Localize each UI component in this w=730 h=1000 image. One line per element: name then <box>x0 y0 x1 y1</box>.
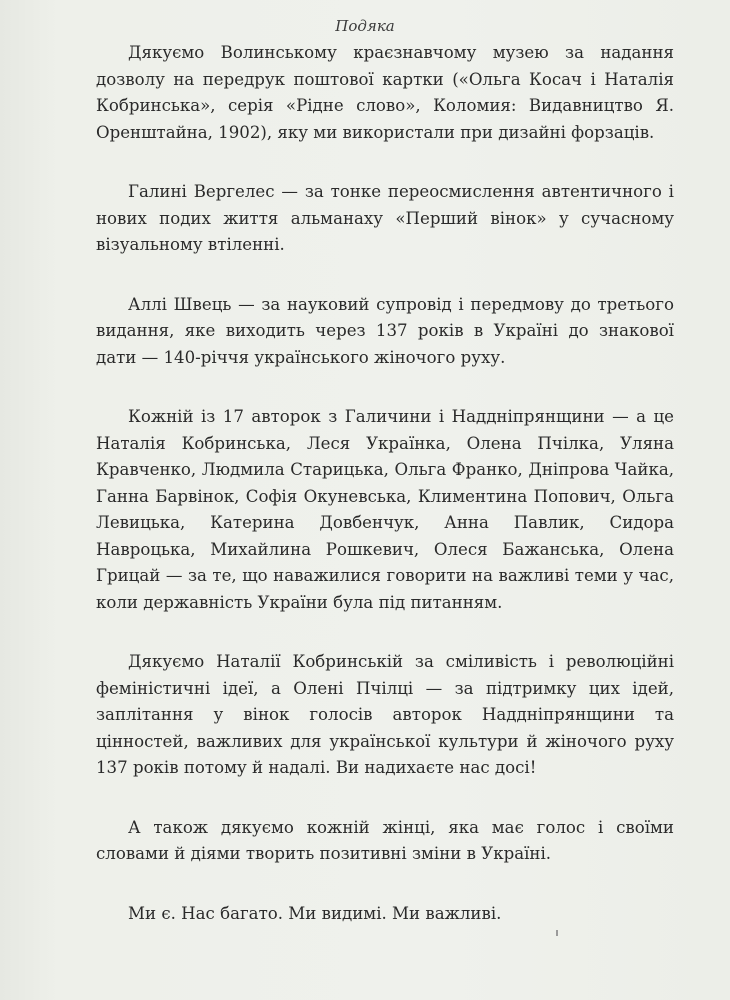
paragraph-closing: Ми є. Нас багато. Ми видимі. Ми важливі. <box>128 903 502 923</box>
paragraph-design: Галині Вергелес — за тонке переосмислення автентичного і нових подих життя альманаху «Перший вінок» у сучасному візуальному втіленні. <box>96 182 674 254</box>
running-head: Подяка <box>335 17 395 35</box>
acknowledgements-text <box>96 40 674 927</box>
paragraph-women: А також дякуємо кожній жінці, яка має голос і своїми словами й діями творить позитивні зміни в Україні. <box>96 817 674 863</box>
page-mark <box>556 930 558 936</box>
paragraph-founders: Дякуємо Наталії Кобринській за сміливість і революційні феміністичні ідеї, а Олені Пчілці — за підтримку цих ідей, заплітання у вінок голосів авторок Наддніпрянщини та цінностей, важливих для української культури й жіночого руху 137 років потому й надалі. Ви надихаєте нас досі! <box>96 652 674 777</box>
paragraph-authors: Кожній із 17 авторок з Галичини і Наддніпрянщини — а це Наталія Кобринська, Леся Українка, Олена Пчілка, Уляна Кравченко, Людмила Старицька, Ольга Франко, Дніпрова Чайка, Ганна Барвінок, Софія Окуневська, Климентина Попович, Ольга Левицька, Катерина Довбенчук, Анна Павлик, Сидора Навроцька, Михайлина Рошкевич, Олеся Бажанська, Олена Грицай — за те, що наважилися говорити на важливі теми у час, коли державність України була під питанням. <box>96 407 674 612</box>
paragraph-museum: Дякуємо Волинському краєзнавчому музею за надання дозволу на передрук поштової картки («Ольга Косач і Наталія Кобринська», серія «Рідне слово», Коломия: Видавництво Я. Оренштайна, 1902), яку ми використали при дизайні форзаців. <box>96 43 674 142</box>
paragraph-foreword: Аллі Швець — за науковий супровід і передмову до третього видання, яке виходить через 137 років в Україні до знакової дати — 140-річчя українського жіночого руху. <box>96 294 674 367</box>
